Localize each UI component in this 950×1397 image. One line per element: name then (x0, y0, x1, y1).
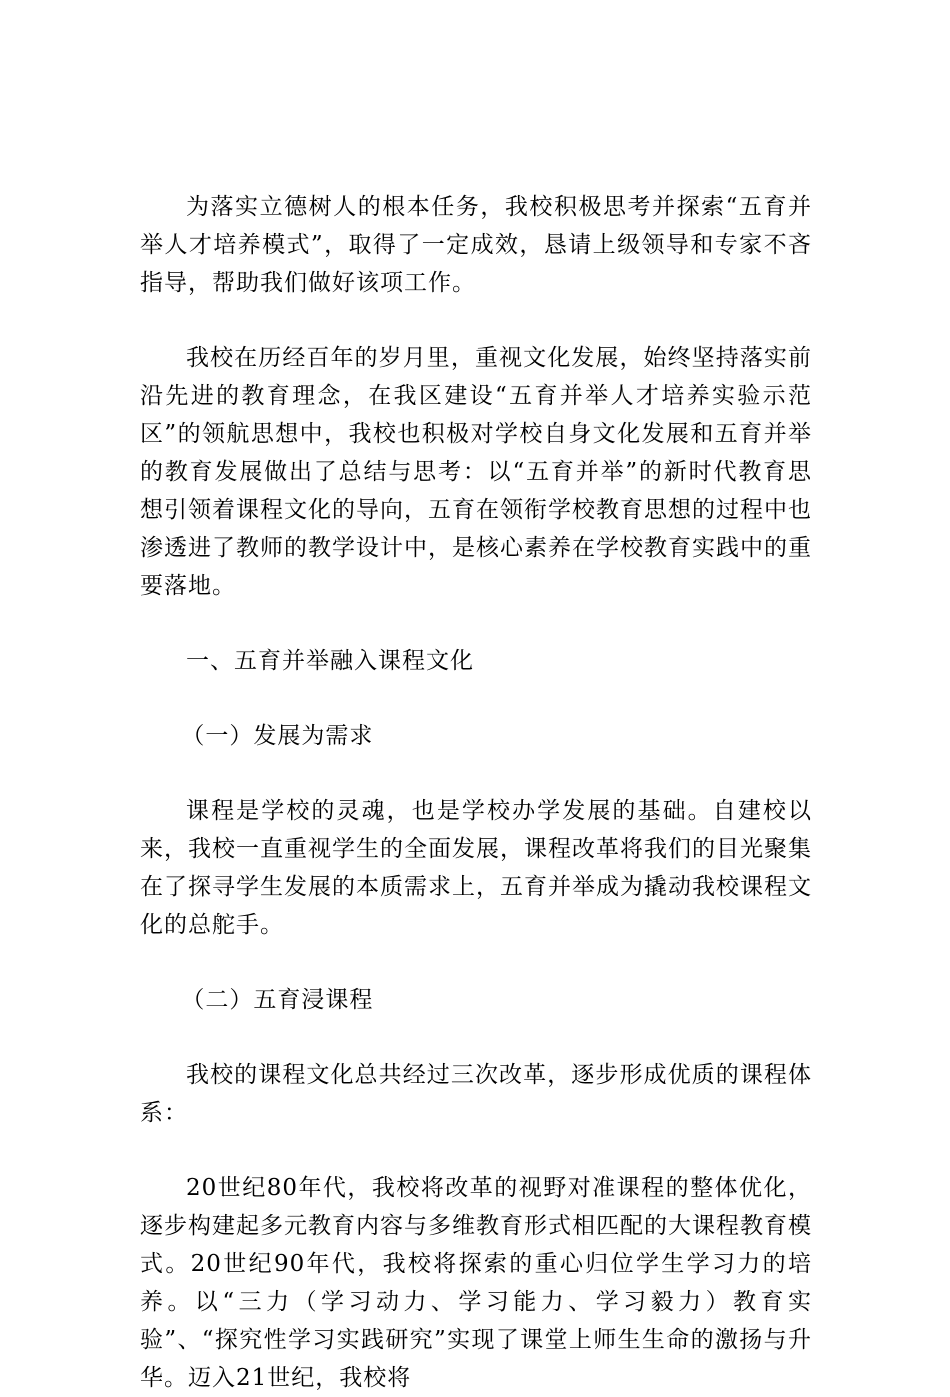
curriculum-intro-paragraph: 我校的课程文化总共经过三次改革，逐步形成优质的课程体系： (140, 1062, 812, 1126)
subsection-heading-development: （一）发展为需求 (181, 723, 374, 749)
section-heading: 一、五育并举融入课程文化 (186, 648, 474, 674)
document-body (140, 188, 812, 1397)
curriculum-history-paragraph: 20世纪80年代，我校将改革的视野对准课程的整体优化，逐步构建起多元教育内容与多维教育形式相匹配的大课程教育模式。20世纪90年代，我校将探索的重心归位学生学习力的培养。以“三力（学习动力、学习能力、学习毅力）教育实验”、“探究性学习实践研究”实现了课堂上师生生命的激扬与升华。迈入21世纪，我校将 (140, 1175, 812, 1391)
intro-paragraph: 为落实立德树人的根本任务，我校积极思考并探索“五育并举人才培养模式”，取得了一定成效，恳请上级领导和专家不吝指导，帮助我们做好该项工作。 (140, 194, 812, 296)
development-paragraph: 课程是学校的灵魂，也是学校办学发展的基础。自建校以来，我校一直重视学生的全面发展，课程改革将我们的目光聚集在了探寻学生发展的本质需求上，五育并举成为撬动我校课程文化的总舵手。 (140, 798, 812, 938)
subsection-heading-curriculum: （二）五育浸课程 (181, 987, 374, 1013)
background-paragraph: 我校在历经百年的岁月里，重视文化发展，始终坚持落实前沿先进的教育理念，在我区建设“五育并举人才培养实验示范区”的领航思想中，我校也积极对学校自身文化发展和五育并举的教育发展做出了总结与思考：以“五育并举”的新时代教育思想引领着课程文化的导向，五育在领衔学校教育思想的过程中也渗透进了教师的教学设计中，是核心素养在学校教育实践中的重要落地。 (140, 345, 812, 599)
